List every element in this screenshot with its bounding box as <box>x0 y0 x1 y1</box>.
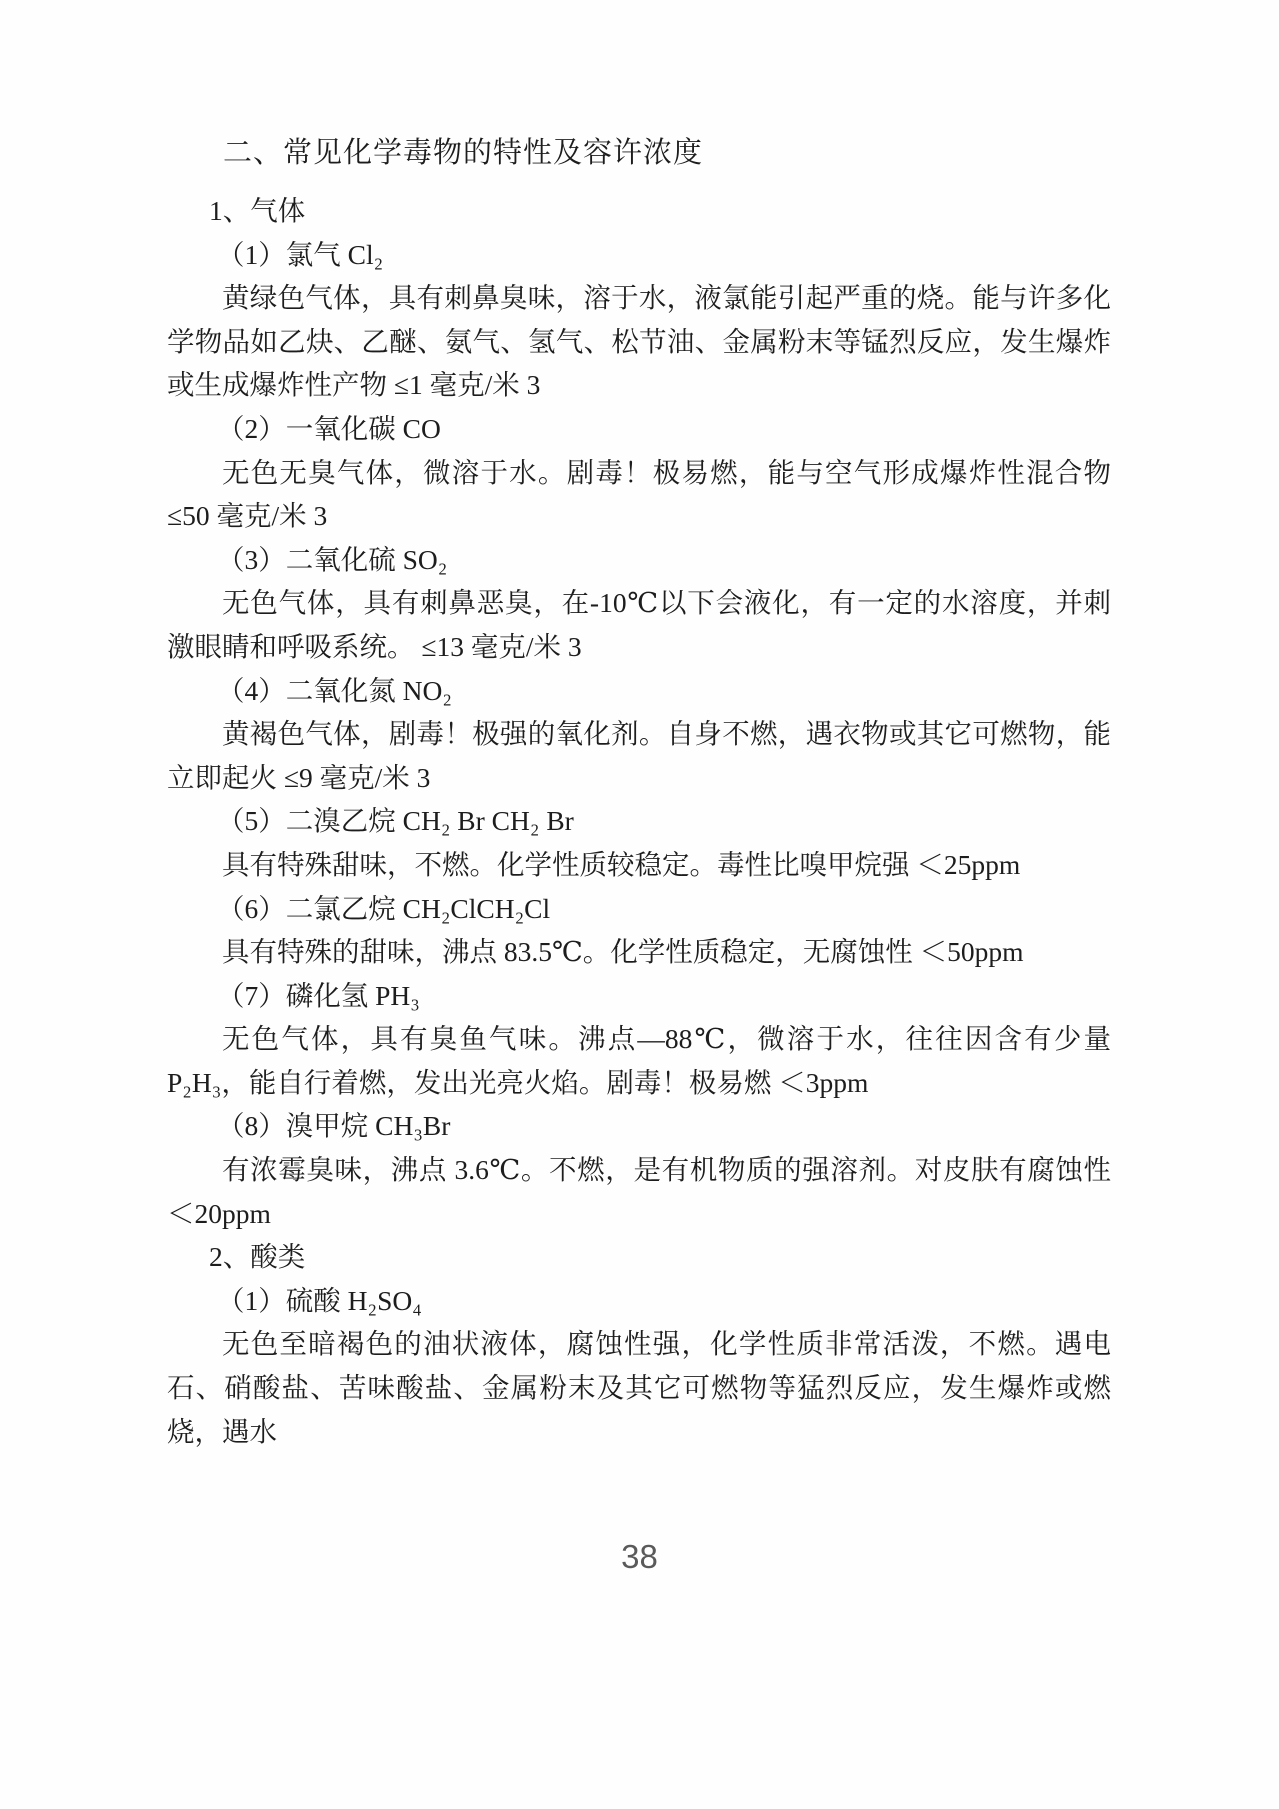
section-title: 二、常见化学毒物的特性及容许浓度 <box>223 137 704 169</box>
paragraph-carbon-monoxide: 无色无臭气体，微溶于水。剧毒！极易燃，能与空气形成爆炸性混合物 ≤50 毫克/米 3 <box>167 456 1111 532</box>
paragraph-sulfuric-acid: 无色至暗褐色的油状液体，腐蚀性强，化学性质非常活泼，不燃。遇电石、硝酸盐、苦味酸盐、金属粉末及其它可燃物等猛烈反应，发生爆炸或燃烧，遇水 <box>167 1328 1111 1447</box>
item-heading-sulfuric-acid: （1）硫酸 H₂SO₄ <box>217 1284 422 1316</box>
paragraph-chlorine: 黄绿色气体，具有刺鼻臭味，溶于水，液氯能引起严重的烧。能与许多化学物品如乙炔、乙醚、氨气、氢气、松节油、金属粉末等锰烈反应，发生爆炸或生成爆炸性产物 ≤1 毫克/米 3 <box>167 282 1111 401</box>
paragraph-dichloroethane: 具有特殊的甜味，沸点 83.5℃。化学性质稳定，无腐蚀性 ＜50ppm <box>222 936 1024 968</box>
document-content <box>167 130 1111 1453</box>
item-heading-dibromoethane: （5）二溴乙烷 CH₂ Br CH₂ Br <box>217 805 574 837</box>
subheading-gases: 1、气体 <box>209 195 306 226</box>
item-heading-dichloroethane: （6）二氯乙烷 CH₂ClCH₂Cl <box>217 892 551 924</box>
item-heading-carbon-monoxide: （2）一氧化碳 CO <box>217 412 441 444</box>
item-heading-chlorine: （1）氯气 Cl₂ <box>217 238 384 270</box>
item-heading-phosphine: （7）磷化氢 PH₃ <box>217 979 420 1011</box>
item-heading-methyl-bromide: （8）溴甲烷 CH₃Br <box>217 1110 451 1142</box>
paragraph-nitrogen-dioxide: 黄褐色气体，剧毒！极强的氧化剂。自身不燃，遇衣物或其它可燃物，能立即起火 ≤9 毫克/米 3 <box>167 718 1111 793</box>
page-number: 38 <box>621 1538 658 1575</box>
item-heading-sulfur-dioxide: （3）二氧化硫 SO₂ <box>217 543 448 575</box>
subheading-acids: 2、酸类 <box>209 1241 306 1273</box>
item-heading-nitrogen-dioxide: （4）二氧化氮 NO₂ <box>217 674 452 706</box>
paragraph-methyl-bromide: 有浓霉臭味，沸点 3.6℃。不燃，是有机物质的强溶剂。对皮肤有腐蚀性 ＜20ppm <box>167 1154 1111 1229</box>
paragraph-sulfur-dioxide: 无色气体，具有刺鼻恶臭，在-10℃以下会液化，有一定的水溶度，并刺激眼睛和呼吸系统。 ≤13 毫克/米 3 <box>167 587 1111 662</box>
paragraph-dibromoethane: 具有特殊甜味，不燃。化学性质较稳定。毒性比嗅甲烷强 ＜25ppm <box>222 848 1021 880</box>
paragraph-phosphine: 无色气体，具有臭鱼气味。沸点—88℃，微溶于水，往往因含有少量 P₂H₃，能自行着燃，发出光亮火焰。剧毒！极易燃 ＜3ppm <box>167 1023 1111 1098</box>
